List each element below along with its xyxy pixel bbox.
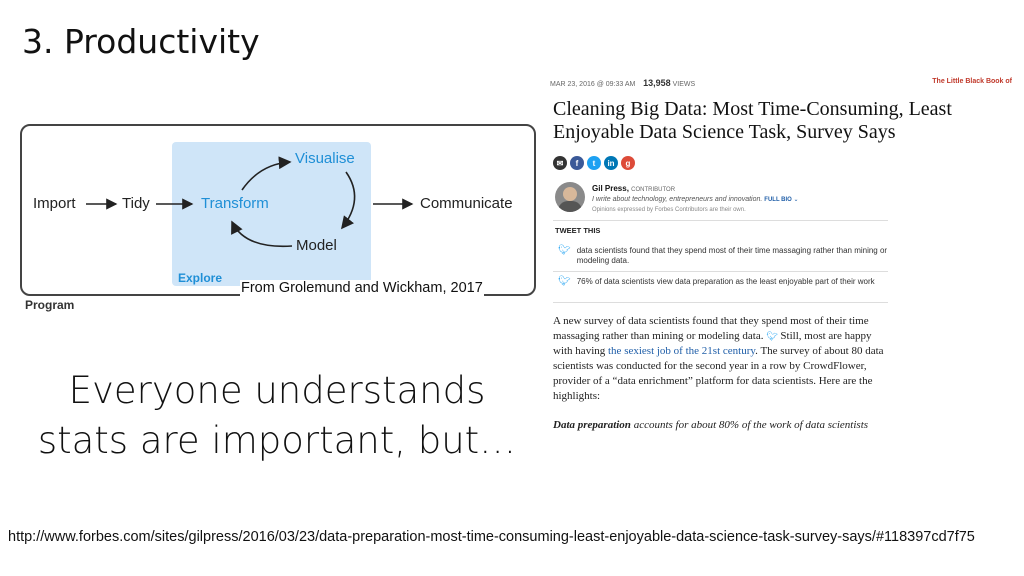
author-avatar[interactable] bbox=[555, 182, 585, 212]
node-import: Import bbox=[33, 195, 76, 212]
author-name[interactable]: Gil Press, bbox=[592, 184, 629, 193]
tweet-text: data scientists found that they spend most of their time massaging rather than mining or modeling data. bbox=[576, 246, 888, 265]
article-headline[interactable]: Cleaning Big Data: Most Time-Consuming, Least Enjoyable Data Science Task, Survey Says bbox=[553, 98, 952, 143]
facebook-icon[interactable]: f bbox=[570, 156, 584, 170]
label-program: Program bbox=[25, 298, 75, 312]
social-share-bar bbox=[553, 156, 635, 170]
author-bio-line bbox=[592, 196, 799, 203]
tweet-text: 76% of data scientists view data preparation as the least enjoyable part of their work bbox=[576, 277, 875, 286]
statement-text: Everyone understands stats are important, but… bbox=[37, 369, 517, 462]
chevron-down-icon[interactable]: ⌄ bbox=[791, 197, 799, 203]
twitter-bird-icon[interactable]: 🐦︎ bbox=[766, 331, 778, 341]
divider bbox=[553, 220, 888, 221]
article-date: MAR 23, 2016 @ 09:33 AM bbox=[550, 81, 636, 88]
linkedin-icon[interactable]: in bbox=[604, 156, 618, 170]
full-bio-link[interactable]: FULL BIO bbox=[764, 197, 792, 203]
article-brand: The Little Black Book of bbox=[932, 78, 1012, 85]
label-explore: Explore bbox=[178, 271, 223, 285]
node-model: Model bbox=[296, 237, 337, 254]
node-communicate: Communicate bbox=[420, 195, 513, 212]
twitter-icon[interactable]: t bbox=[587, 156, 601, 170]
tweet-this-heading: TWEET THIS bbox=[555, 226, 601, 235]
highlight-text: accounts for about 80% of the work of data scientists bbox=[630, 419, 869, 431]
article-paragraph bbox=[553, 314, 888, 404]
source-url[interactable]: http://www.forbes.com/sites/gilpress/2016/03/23/data-preparation-most-time-consuming-least-enjoyable-data-science-task-survey-says/#118397cd7f75 bbox=[8, 529, 975, 545]
node-visualise: Visualise bbox=[295, 150, 355, 167]
divider bbox=[553, 271, 888, 272]
article-views-label: VIEWS bbox=[672, 81, 696, 88]
paragraph-text: . The survey of about 80 data scientists was conducted for the second year in a row by CrowdFlower, provider of a “data enrichment” platform for data scientists. Here are the highlights: bbox=[553, 345, 884, 402]
diagram-credit: From Grolemund and Wickham, 2017 bbox=[241, 280, 483, 296]
author-role: CONTRIBUTOR bbox=[631, 187, 676, 193]
google-plus-icon[interactable]: g bbox=[621, 156, 635, 170]
tweet-item[interactable] bbox=[558, 246, 888, 266]
article-views-count: 13,958 bbox=[643, 78, 671, 88]
slide-title: 3. Productivity bbox=[22, 22, 260, 61]
article-meta bbox=[550, 78, 695, 88]
twitter-bird-icon: 🐦︎ bbox=[558, 276, 571, 287]
paragraph-text: A new survey of data scientists found that they spend most of their time massaging rather than mining or modeling data. bbox=[553, 315, 869, 342]
email-icon[interactable]: ✉ bbox=[553, 156, 567, 170]
arrow-visualise-model bbox=[342, 172, 355, 228]
author-bio: I write about technology, entrepreneurs and innovation. bbox=[592, 196, 763, 203]
divider bbox=[553, 302, 888, 303]
arrow-model-transform bbox=[232, 222, 292, 246]
paragraph-text: Still, most are happy with having bbox=[553, 330, 872, 357]
author-line bbox=[592, 184, 675, 193]
highlight-bold: Data preparation bbox=[553, 419, 631, 431]
arrow-transform-visualise bbox=[242, 162, 290, 190]
forbes-article-screenshot bbox=[550, 74, 1020, 450]
disclaimer: Opinions expressed by Forbes Contributors are their own. bbox=[592, 207, 746, 213]
node-transform: Transform bbox=[201, 195, 269, 212]
sexiest-job-link[interactable]: the sexiest job of the 21st century bbox=[608, 345, 756, 357]
article-highlight bbox=[553, 418, 873, 433]
tweet-item[interactable] bbox=[558, 277, 888, 287]
node-tidy: Tidy bbox=[122, 195, 150, 212]
twitter-bird-icon: 🐦︎ bbox=[558, 245, 571, 256]
